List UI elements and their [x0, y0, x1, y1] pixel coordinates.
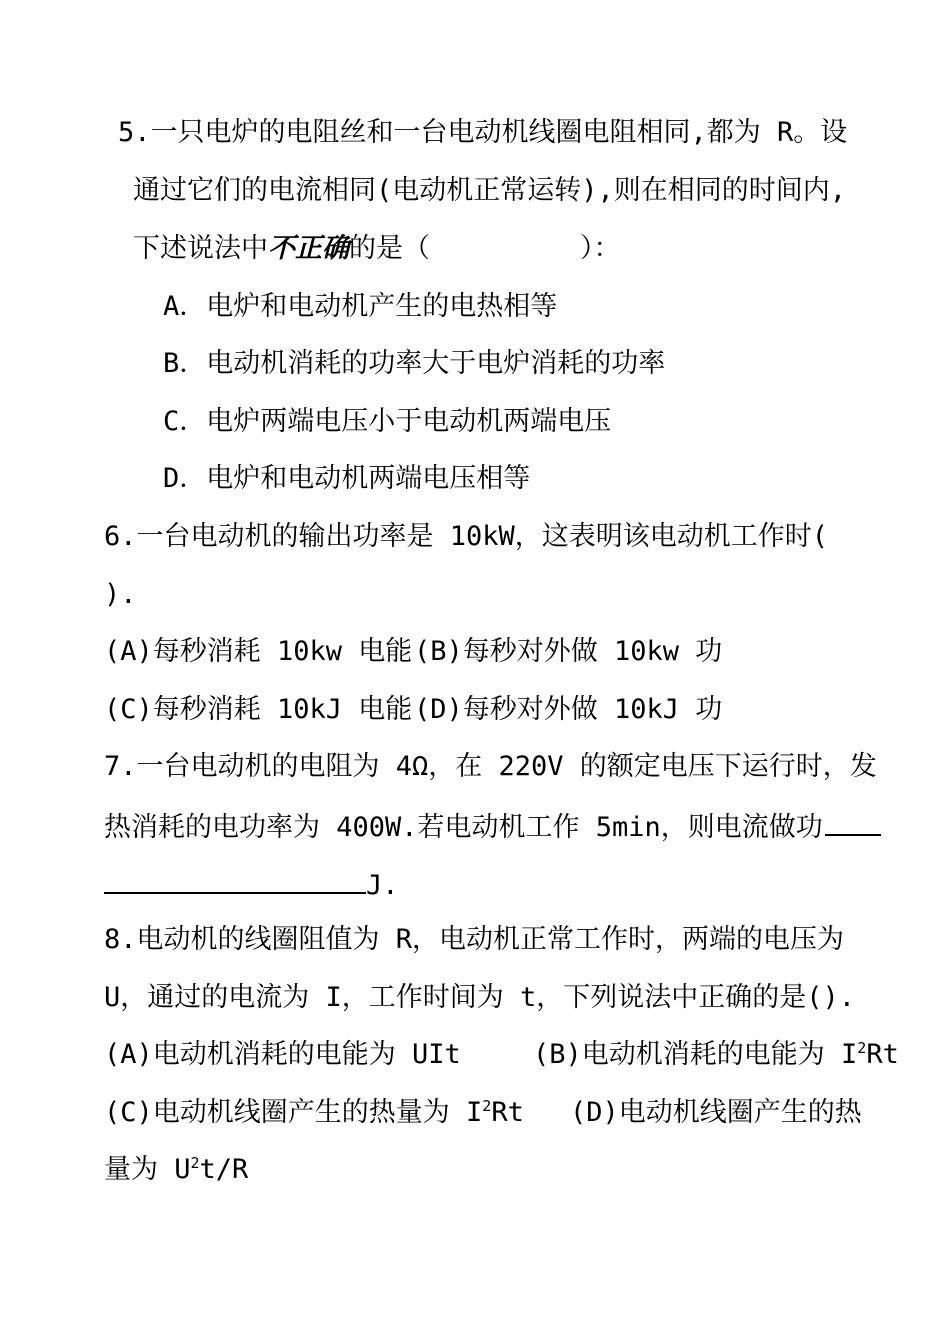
q8-text-1: 8.电动机的线圈阻值为 R，电动机正常工作时，两端的电压为 — [104, 924, 845, 955]
q6-option-c-text: (C)每秒消耗 10kJ 电能 — [104, 694, 413, 725]
q8-option-d-sup: 2 — [190, 1154, 200, 1172]
q8-option-c-post: Rt — [491, 1097, 524, 1128]
q8-option-b-post: Rt — [866, 1039, 899, 1070]
q5-emphasis: 不正确 — [268, 233, 349, 264]
q8-option-c-sup: 2 — [482, 1097, 492, 1115]
q8-option-c-pre: (C)电动机线圈产生的热量为 I — [104, 1097, 483, 1128]
q5-text-3-mid: 的是（ — [349, 233, 430, 264]
q6-line-1 — [104, 520, 828, 554]
q8-option-d-pre: 量为 U — [104, 1154, 191, 1185]
q6-option-d-text: (D)每秒对外做 10kJ 功 — [414, 694, 723, 725]
q5-text-3-post: ）： — [580, 233, 621, 264]
q5-line-1 — [118, 116, 847, 150]
q8-option-c — [104, 1096, 524, 1130]
q6-text-2: ). — [104, 579, 137, 610]
q8-line-2 — [104, 981, 855, 1015]
q7-text-3-end: J. — [366, 870, 399, 901]
q6-option-b-text: (B)每秒对外做 10kw 功 — [414, 636, 723, 667]
q7-line-2 — [104, 808, 881, 845]
q8-option-d-post: t/R — [199, 1154, 249, 1185]
q5-option-d — [163, 462, 530, 496]
q8-option-d — [570, 1096, 862, 1130]
q5-option-a — [163, 290, 557, 324]
q5-option-b — [163, 347, 665, 381]
q7-blank-line-2 — [104, 866, 366, 894]
q8-option-b-sup: 2 — [857, 1039, 867, 1057]
q5-text-3-pre: 下述说法中 — [133, 233, 268, 264]
q8-option-b-pre: (B)电动机消耗的电能为 I — [533, 1039, 858, 1070]
q7-text-2: 热消耗的电功率为 400W.若电动机工作 5min，则电流做功 — [104, 812, 823, 843]
q6-line-2 — [104, 578, 137, 612]
q6-option-a-text: (A)每秒消耗 10kw 电能 — [104, 636, 413, 667]
q7-line-3 — [104, 866, 399, 903]
q8-option-b — [533, 1038, 899, 1072]
q5-option-d-text: D．电炉和电动机两端电压相等 — [163, 463, 531, 494]
q5-option-c — [163, 405, 611, 439]
q5-text-1: 5.一只电炉的电阻丝和一台电动机线圈电阻相同,都为 R。设 — [118, 117, 848, 148]
q5-line-2 — [133, 174, 846, 208]
q5-option-a-text: A．电炉和电动机产生的电热相等 — [163, 291, 558, 322]
q8-option-d-cont — [104, 1153, 248, 1187]
q7-text-1: 7.一台电动机的电阻为 4Ω，在 220V 的额定电压下运行时，发 — [104, 751, 877, 782]
q8-option-a-text: (A)电动机消耗的电能为 UIt — [104, 1039, 461, 1070]
q6-option-b — [414, 635, 722, 669]
q8-option-a — [104, 1038, 461, 1072]
q6-text-1: 6.一台电动机的输出功率是 10kW，这表明该电动机工作时( — [104, 521, 829, 552]
q8-option-d-text: (D)电动机线圈产生的热 — [570, 1097, 862, 1128]
q5-option-b-text: B．电动机消耗的功率大于电炉消耗的功率 — [163, 348, 666, 379]
q6-option-a — [104, 635, 412, 669]
q6-option-d — [414, 693, 722, 727]
q8-text-2: U，通过的电流为 I，工作时间为 t，下列说法中正确的是(). — [104, 982, 856, 1013]
q6-option-c — [104, 693, 412, 727]
q8-line-1 — [104, 923, 844, 957]
q7-blank-line-1 — [825, 808, 881, 836]
q5-option-c-text: C．电炉两端电压小于电动机两端电压 — [163, 406, 612, 437]
q5-text-2: 通过它们的电流相同(电动机正常运转),则在相同的时间内, — [133, 175, 847, 206]
q5-line-3 — [133, 232, 621, 266]
q7-line-1 — [104, 750, 877, 784]
